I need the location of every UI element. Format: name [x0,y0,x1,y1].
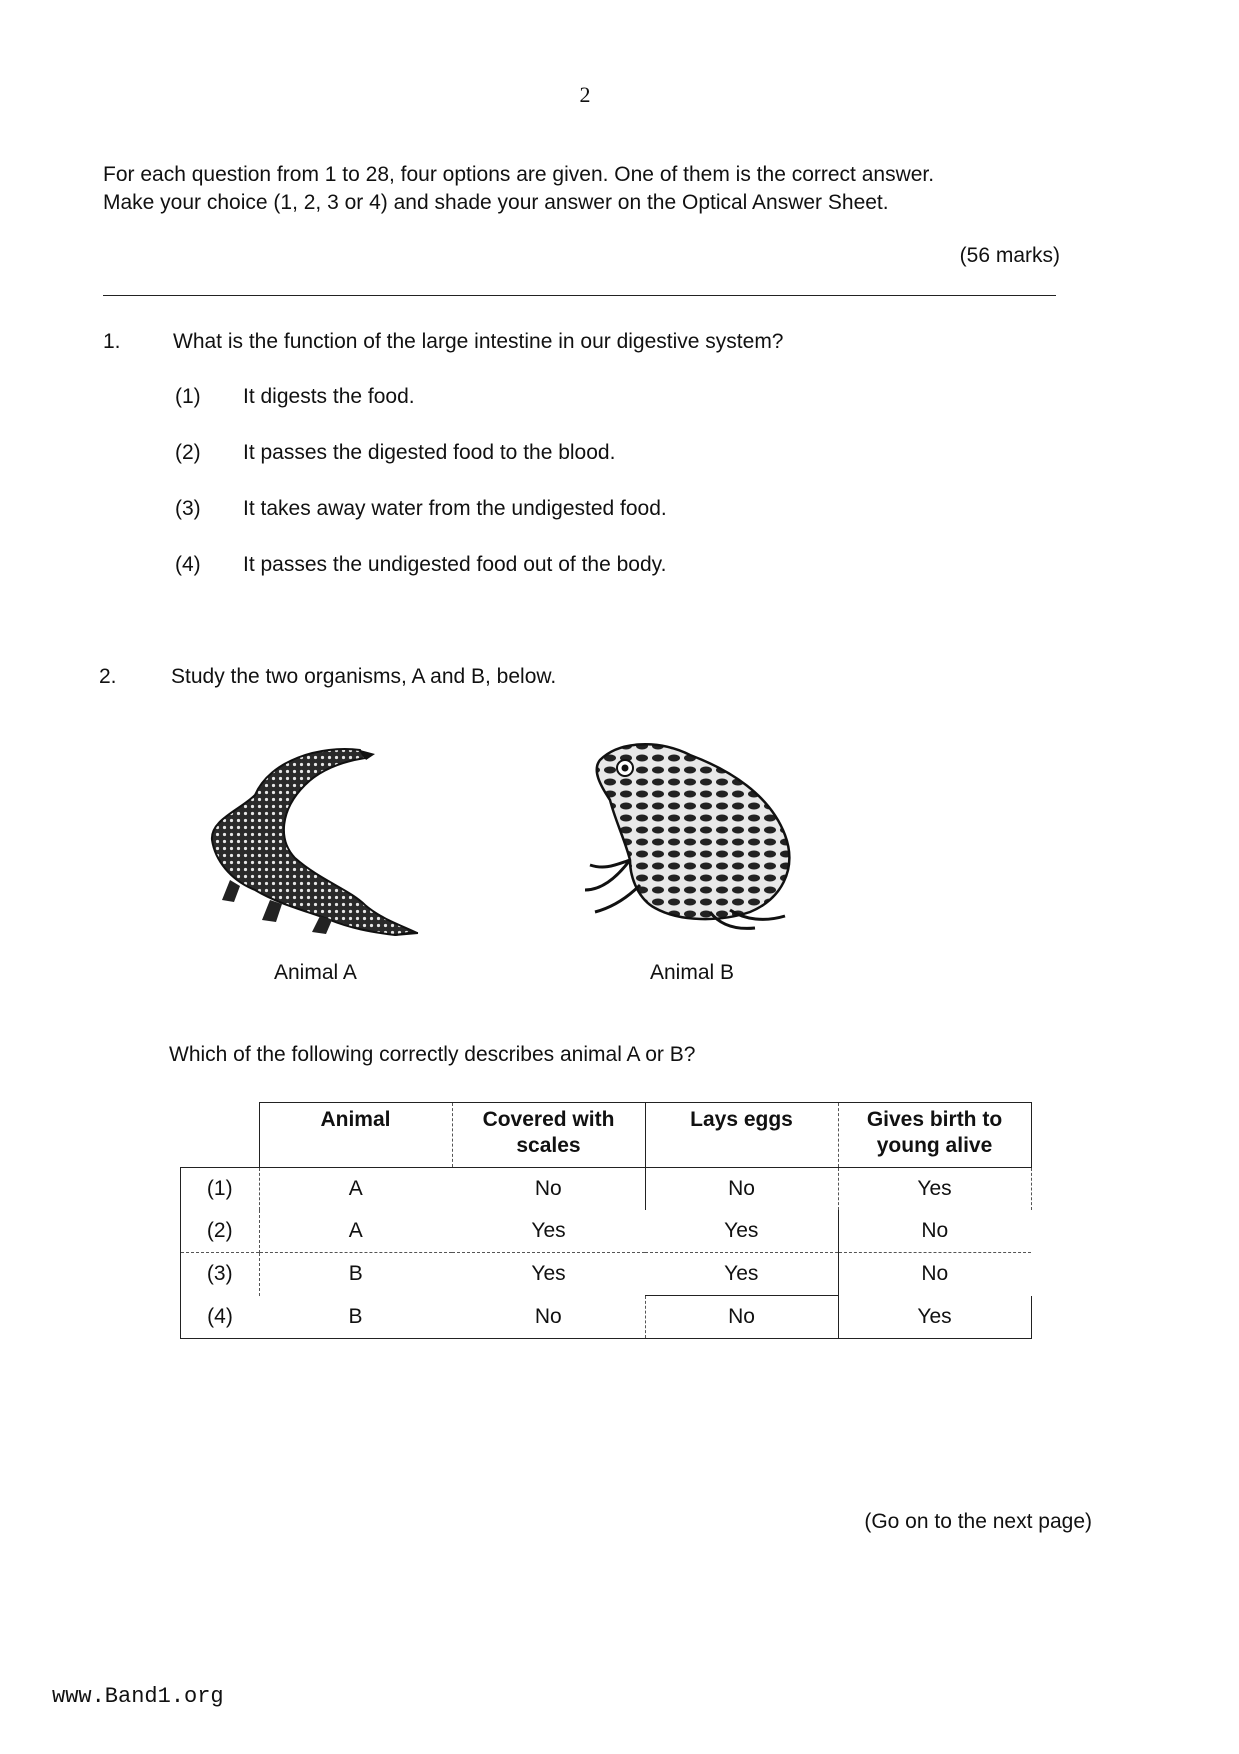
table-header-lays-eggs: Lays eggs [645,1103,838,1168]
table-header-empty [181,1103,260,1168]
cell-gives-birth: Yes [838,1168,1031,1211]
question-1-option-2-text: It passes the digested food to the blood. [243,441,616,464]
instructions-line-2: Make your choice (1, 2, 3 or 4) and shade your answer on the Optical Answer Sheet. [103,191,889,214]
question-1-option-2-label: (2) [175,441,201,464]
table-header-row [181,1103,1032,1168]
animal-a-caption: Animal A [274,961,357,984]
cell-animal: A [259,1210,452,1253]
cell-lays-eggs: Yes [724,1219,759,1242]
question-1-option-1-label: (1) [175,385,201,408]
question-1-text: What is the function of the large intestine in our digestive system? [173,330,784,353]
instructions-line-1: For each question from 1 to 28, four options are given. One of them is the correct answer. [103,163,935,186]
table-row [181,1168,1032,1211]
animal-b-caption: Animal B [650,961,735,984]
cell-animal: B [259,1253,452,1296]
answer-table [180,1102,1032,1339]
cell-gives-birth: No [838,1210,1031,1253]
question-1-option-3-text: It takes away water from the undigested food. [243,497,667,520]
question-1-option-3-label: (3) [175,497,201,520]
question-2-prompt: Which of the following correctly describes animal A or B? [169,1043,696,1066]
cell-scales: Yes [531,1219,566,1242]
cell-gives-birth: No [838,1253,1031,1296]
go-on-next-page: (Go on to the next page) [864,1510,1092,1533]
cell-lays-eggs: No [645,1296,838,1339]
table-header-scales: Covered with scales [452,1103,645,1168]
crocodile-icon [200,740,430,940]
footer-url: www.Band1.org [52,1684,224,1709]
frog-icon [570,740,810,940]
question-2-text: Study the two organisms, A and B, below. [171,665,557,688]
instructions [103,161,1083,217]
question-2-number: 2. [99,665,117,688]
cell-animal: B [259,1296,452,1339]
row-label: (1) [181,1168,260,1211]
question-1-option-4-text: It passes the undigested food out of the body. [243,553,667,576]
table-row [181,1253,1032,1296]
table-header-gives-birth: Gives birth to young alive [838,1103,1031,1168]
cell-animal: A [259,1168,452,1211]
cell-scales: No [452,1296,645,1339]
row-label: (4) [181,1296,260,1339]
cell-lays-eggs: Yes [645,1253,838,1296]
cell-lays-eggs: No [645,1168,838,1211]
divider [103,295,1056,296]
cell-scales: No [452,1168,645,1211]
table-row [181,1296,1032,1339]
table-header-animal: Animal [259,1103,452,1168]
question-1-option-1-text: It digests the food. [243,385,415,408]
cell-gives-birth: Yes [838,1296,1031,1339]
question-1-option-4-label: (4) [175,553,201,576]
marks-total: (56 marks) [959,244,1060,267]
table-row [181,1210,1032,1253]
question-1-number: 1. [103,330,121,353]
row-label: (3) [181,1253,260,1296]
row-label: (2) [181,1210,260,1253]
cell-scales: Yes [452,1253,645,1296]
page-number: 2 [579,82,591,107]
